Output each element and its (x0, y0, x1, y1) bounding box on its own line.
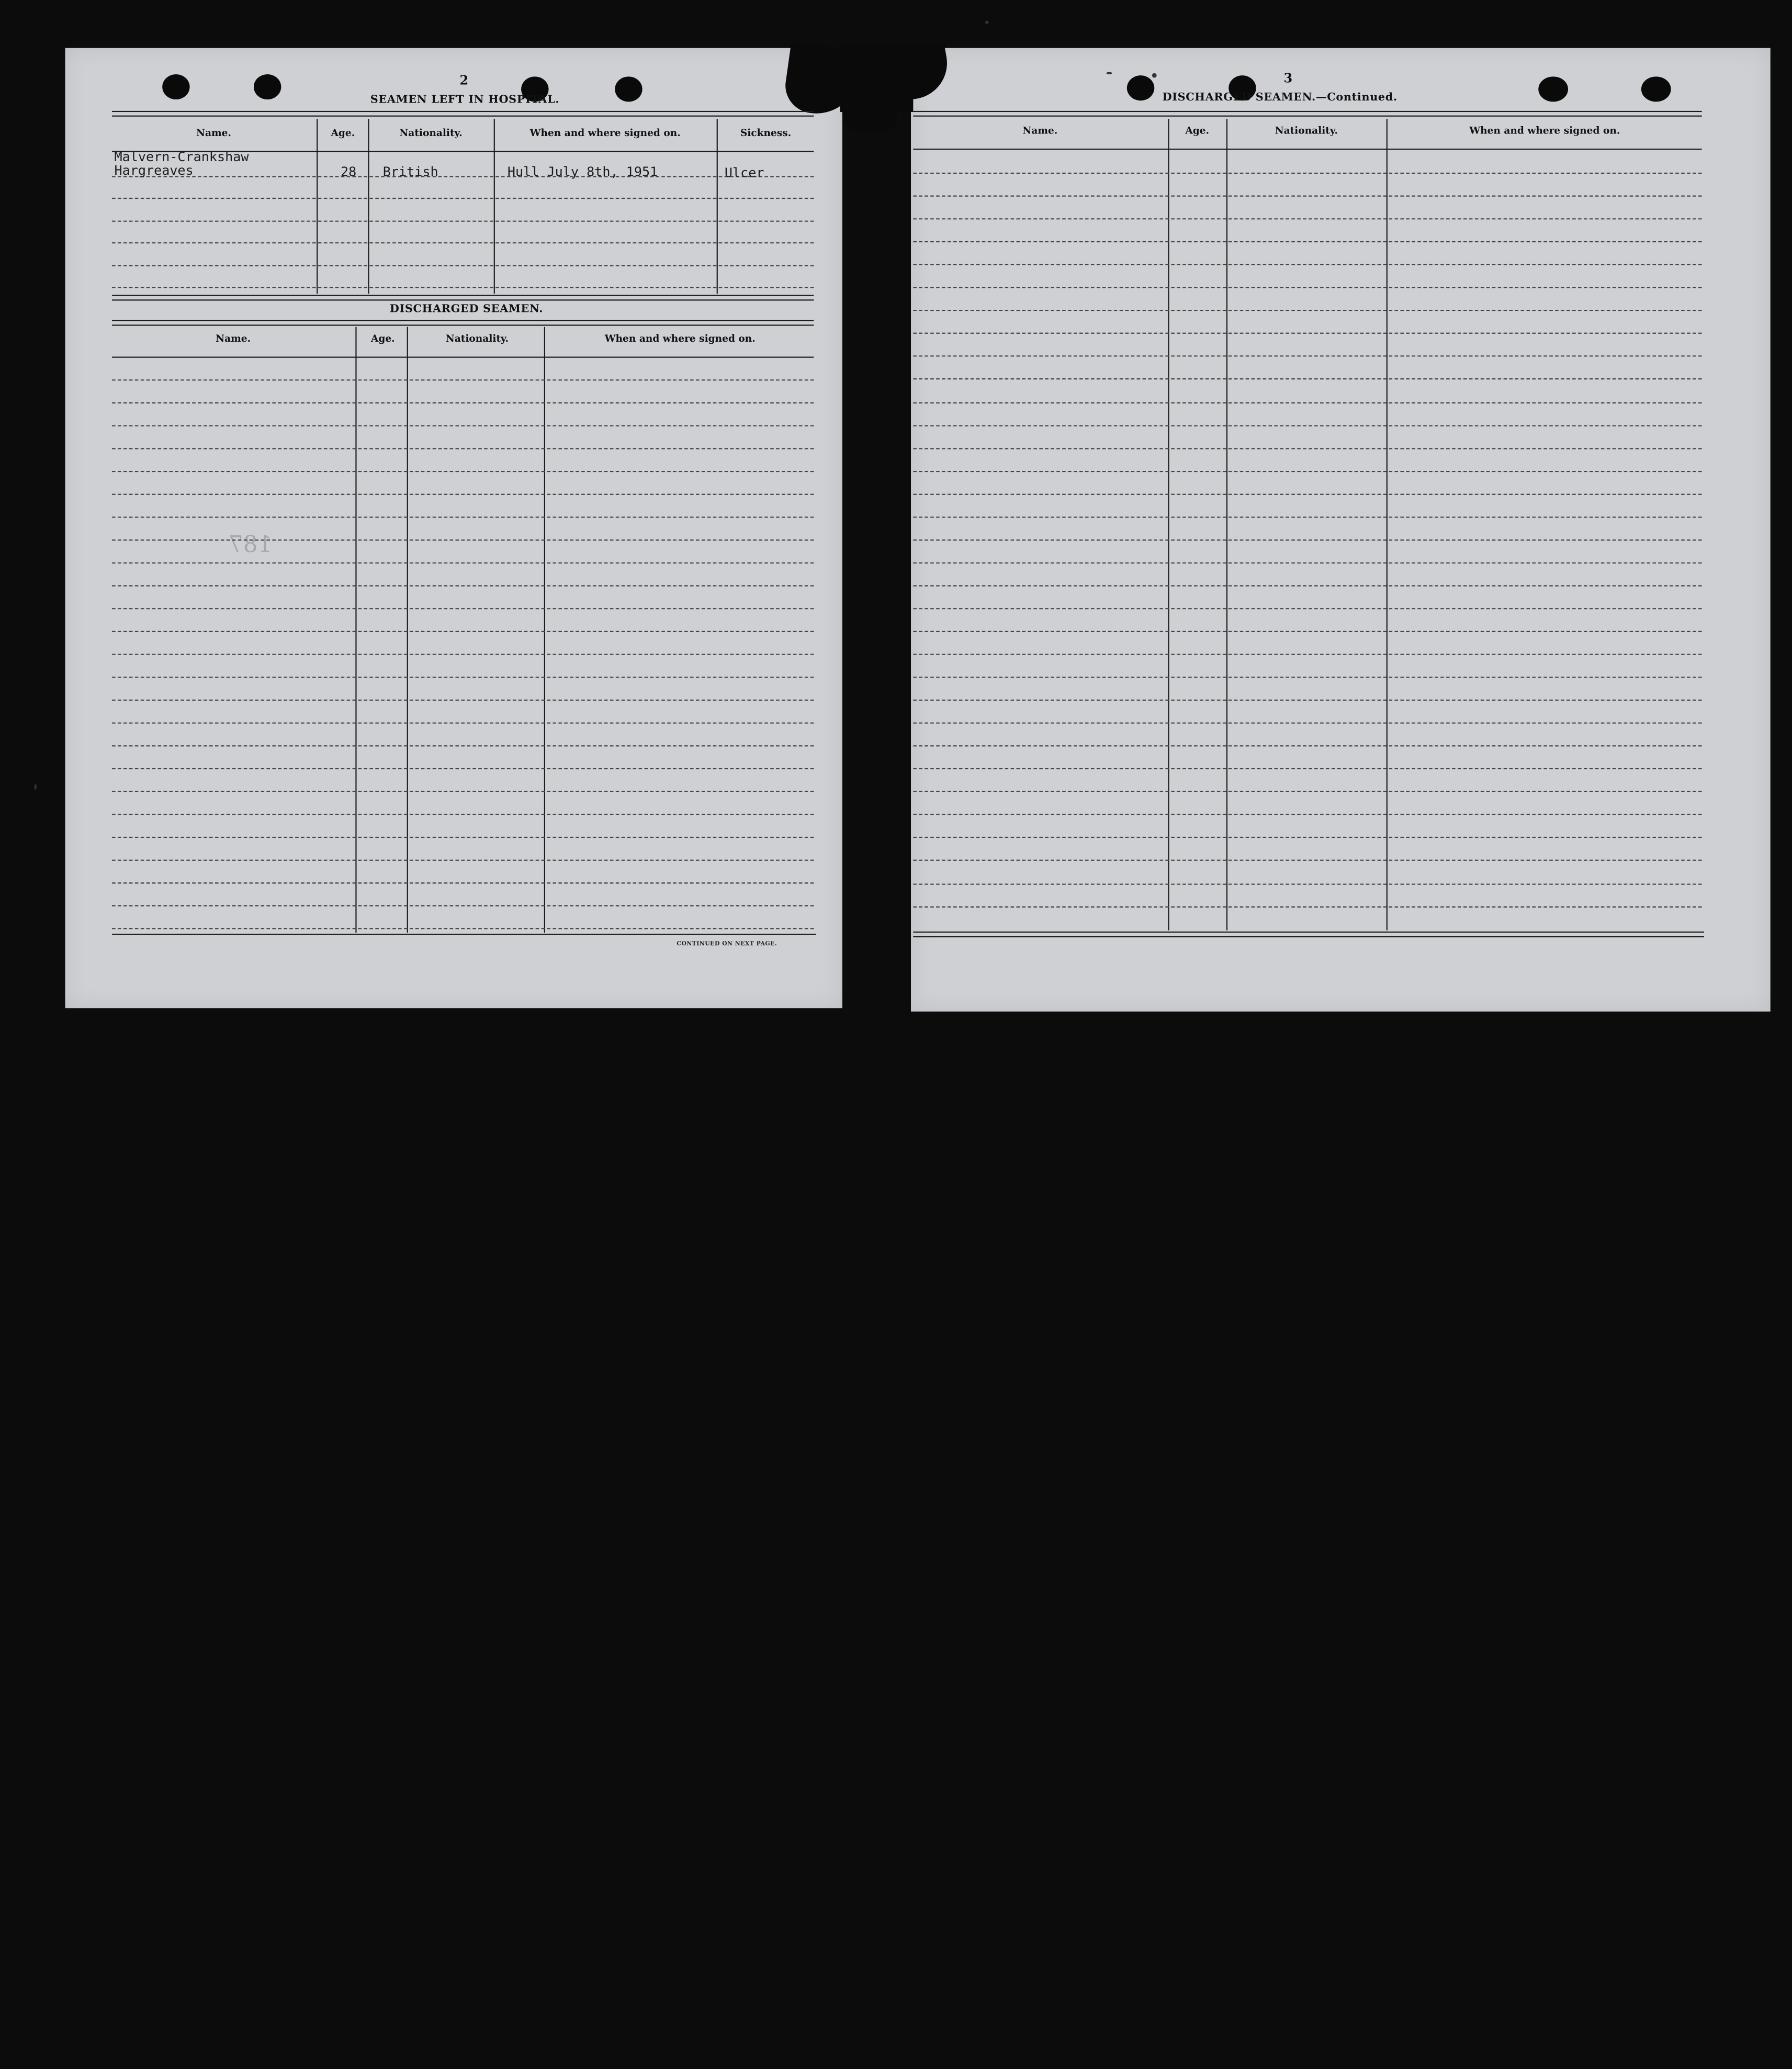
ruled-line (913, 218, 1701, 219)
ruled-line (112, 905, 814, 906)
rule (913, 936, 1704, 937)
rule (112, 320, 814, 321)
ruled-line (112, 677, 814, 678)
ruled-line (112, 539, 814, 541)
faint-stamp-mark: 187 (228, 530, 273, 558)
rule (112, 299, 814, 300)
scan-speck (1107, 72, 1112, 74)
rule (913, 149, 1701, 150)
ruled-line (913, 471, 1701, 472)
ruled-line (112, 928, 814, 929)
punch-hole (1538, 76, 1568, 102)
ruled-line (913, 585, 1701, 586)
column-divider (717, 119, 718, 294)
col-header-name: Name. (196, 128, 231, 140)
col-header-signed-on: When and where signed on. (604, 333, 756, 345)
ruled-line (913, 264, 1701, 265)
ruled-line (913, 196, 1701, 197)
entry-name-line2: Hargreaves (114, 162, 194, 178)
punch-hole (615, 76, 642, 102)
hospital-section-title: SEAMEN LEFT IN HOSPITAL. (370, 94, 560, 107)
column-divider (1168, 119, 1169, 930)
column-divider (355, 327, 356, 933)
ruled-line (913, 287, 1701, 288)
ruled-line (913, 631, 1701, 632)
ruled-line (112, 402, 814, 403)
ruled-line (913, 608, 1701, 609)
ruled-line (913, 378, 1701, 379)
col-header-age: Age. (1185, 126, 1210, 138)
ruled-line (112, 379, 814, 380)
punch-hole (1641, 76, 1671, 102)
ruled-line (913, 860, 1701, 861)
ruled-line (913, 814, 1701, 815)
ruled-line (913, 333, 1701, 334)
ruled-line (913, 563, 1701, 564)
col-header-name: Name. (1022, 126, 1058, 138)
ruled-line (112, 176, 814, 177)
rule (913, 931, 1704, 932)
discharged-section-title: DISCHARGED SEAMEN. (389, 302, 544, 316)
continued-footer: CONTINUED ON NEXT PAGE. (677, 940, 777, 948)
col-header-sickness: Sickness. (740, 128, 792, 140)
ruled-line (112, 448, 814, 449)
ruled-line (913, 768, 1701, 769)
ruled-line (913, 723, 1701, 724)
ruled-line (913, 355, 1701, 356)
ruled-line (112, 563, 814, 564)
rule (112, 934, 816, 935)
ruled-line (913, 654, 1701, 655)
ruled-line (112, 860, 814, 861)
ruled-line (913, 173, 1701, 174)
ruled-line (913, 906, 1701, 907)
punch-hole (162, 74, 189, 99)
column-divider (1387, 119, 1388, 930)
discharged-continued-title: DISCHARGED SEAMEN.—Continued. (1162, 91, 1397, 104)
ruled-line (112, 631, 814, 632)
column-divider (544, 327, 545, 933)
ruled-line (112, 608, 814, 609)
col-header-signed-on: When and where signed on. (529, 128, 681, 140)
ruled-line (112, 425, 814, 426)
col-header-signed-on: When and where signed on. (1469, 126, 1620, 138)
column-divider (494, 119, 495, 294)
entry-age: 28 (340, 163, 357, 179)
ruled-line (913, 539, 1701, 541)
ruled-line (913, 448, 1701, 449)
column-divider (368, 119, 369, 294)
ruled-line (112, 585, 814, 586)
col-header-name: Name. (216, 333, 251, 345)
left-page (65, 48, 842, 1008)
ruled-line (913, 494, 1701, 495)
col-header-nationality: Nationality. (1275, 126, 1338, 138)
entry-signed-on: Hull July 8th, 1951 (507, 163, 658, 179)
ruled-line (112, 516, 814, 518)
ruled-line (913, 791, 1701, 792)
scan-speck (985, 20, 989, 24)
ruled-line (112, 882, 814, 883)
column-divider (407, 327, 408, 933)
ruled-line (112, 242, 814, 243)
ruled-line (913, 677, 1701, 678)
ruled-line (913, 516, 1701, 518)
scan-speck (35, 784, 37, 790)
rule (112, 357, 814, 358)
ruled-line (112, 837, 814, 838)
ruled-line (112, 791, 814, 792)
punch-hole (1127, 75, 1154, 100)
col-header-nationality: Nationality. (399, 128, 463, 140)
ruled-line (112, 287, 814, 288)
rule (913, 116, 1701, 117)
column-divider (1226, 119, 1227, 930)
entry-sickness: Ulcer (724, 164, 764, 181)
column-divider (317, 119, 318, 294)
page-number: 2 (459, 73, 469, 88)
entry-nationality: British (382, 163, 438, 179)
ruled-line (112, 471, 814, 472)
ruled-line (913, 402, 1701, 403)
rule (112, 295, 814, 296)
ruled-line (112, 723, 814, 724)
ruled-line (112, 814, 814, 815)
ruled-line (112, 221, 814, 222)
entry-name-line1: Malvern-Crankshaw (114, 148, 249, 165)
col-header-age: Age. (331, 128, 355, 140)
ruled-line (913, 700, 1701, 701)
ruled-line (112, 745, 814, 746)
page-number: 3 (1283, 71, 1293, 86)
ruled-line (112, 700, 814, 701)
rule (112, 111, 814, 112)
torn-paper-tip (842, 105, 897, 132)
ruled-line (913, 241, 1701, 242)
ruled-line (112, 198, 814, 199)
ruled-line (913, 310, 1701, 311)
rule (112, 116, 814, 117)
ruled-line (112, 265, 814, 266)
rule (913, 111, 1701, 112)
rule (112, 324, 814, 325)
ruled-line (913, 837, 1701, 838)
col-header-age: Age. (370, 333, 395, 345)
col-header-nationality: Nationality. (445, 333, 509, 345)
ruled-line (112, 768, 814, 769)
ruled-line (112, 654, 814, 655)
punch-hole (254, 74, 281, 99)
ruled-line (913, 425, 1701, 426)
ruled-line (112, 494, 814, 495)
right-page (911, 48, 1771, 1011)
ruled-line (913, 884, 1701, 885)
scan-speck (1152, 73, 1157, 78)
ruled-line (913, 745, 1701, 746)
